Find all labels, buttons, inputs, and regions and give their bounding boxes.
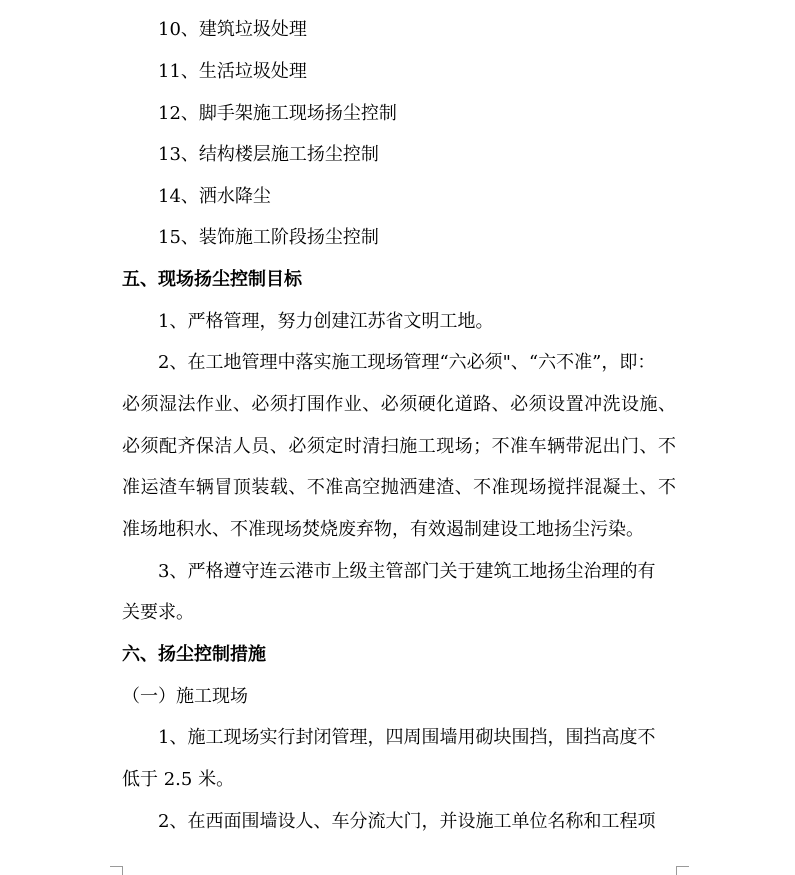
paragraph-goal-1: 1、严格管理，努力创建江苏省文明工地。 <box>158 311 494 332</box>
list-item-13: 13、结构楼层施工扬尘控制 <box>158 144 379 165</box>
margin-corner-mark-right <box>676 866 689 875</box>
paragraph-goal-3-line-1: 3、严格遵守连云港市上级主管部门关于建筑工地扬尘治理的有 <box>158 561 656 582</box>
margin-corner-mark-left <box>110 866 123 875</box>
list-item-12: 12、脚手架施工现场扬尘控制 <box>158 103 397 124</box>
paragraph-measure-1-line-2: 低于 2.5 米。 <box>122 769 235 790</box>
paragraph-goal-2-line-5: 准场地积水、不准现场焚烧废弃物，有效遏制建设工地扬尘污染。 <box>122 519 644 540</box>
list-item-15: 15、装饰施工阶段扬尘控制 <box>158 227 379 248</box>
paragraph-goal-3-line-2: 关要求。 <box>122 602 194 623</box>
paragraph-measure-2-line-1: 2、在西面围墙设人、车分流大门，并设施工单位名称和工程项 <box>158 811 656 832</box>
subsection-heading-site: （一）施工现场 <box>122 686 248 707</box>
paragraph-goal-2-line-4: 准运渣车辆冒顶装载、不准高空抛洒建渣、不准现场搅拌混凝土、不 <box>122 477 676 498</box>
paragraph-measure-1-line-1: 1、施工现场实行封闭管理，四周围墙用砌块围挡，围挡高度不 <box>158 727 656 748</box>
paragraph-goal-2-line-2: 必须湿法作业、必须打围作业、必须硬化道路、必须设置冲洗设施、 <box>122 394 676 415</box>
list-item-11: 11、生活垃圾处理 <box>158 61 307 82</box>
paragraph-goal-2-line-3: 必须配齐保洁人员、必须定时清扫施工现场；不准车辆带泥出门、不 <box>122 436 676 457</box>
section-heading-6: 六、扬尘控制措施 <box>122 644 266 665</box>
paragraph-goal-2-line-1: 2、在工地管理中落实施工现场管理“六必须"、“六不准”，即： <box>158 352 656 373</box>
list-item-10: 10、建筑垃圾处理 <box>158 19 307 40</box>
section-heading-5: 五、现场扬尘控制目标 <box>122 269 302 290</box>
list-item-14: 14、洒水降尘 <box>158 186 271 207</box>
